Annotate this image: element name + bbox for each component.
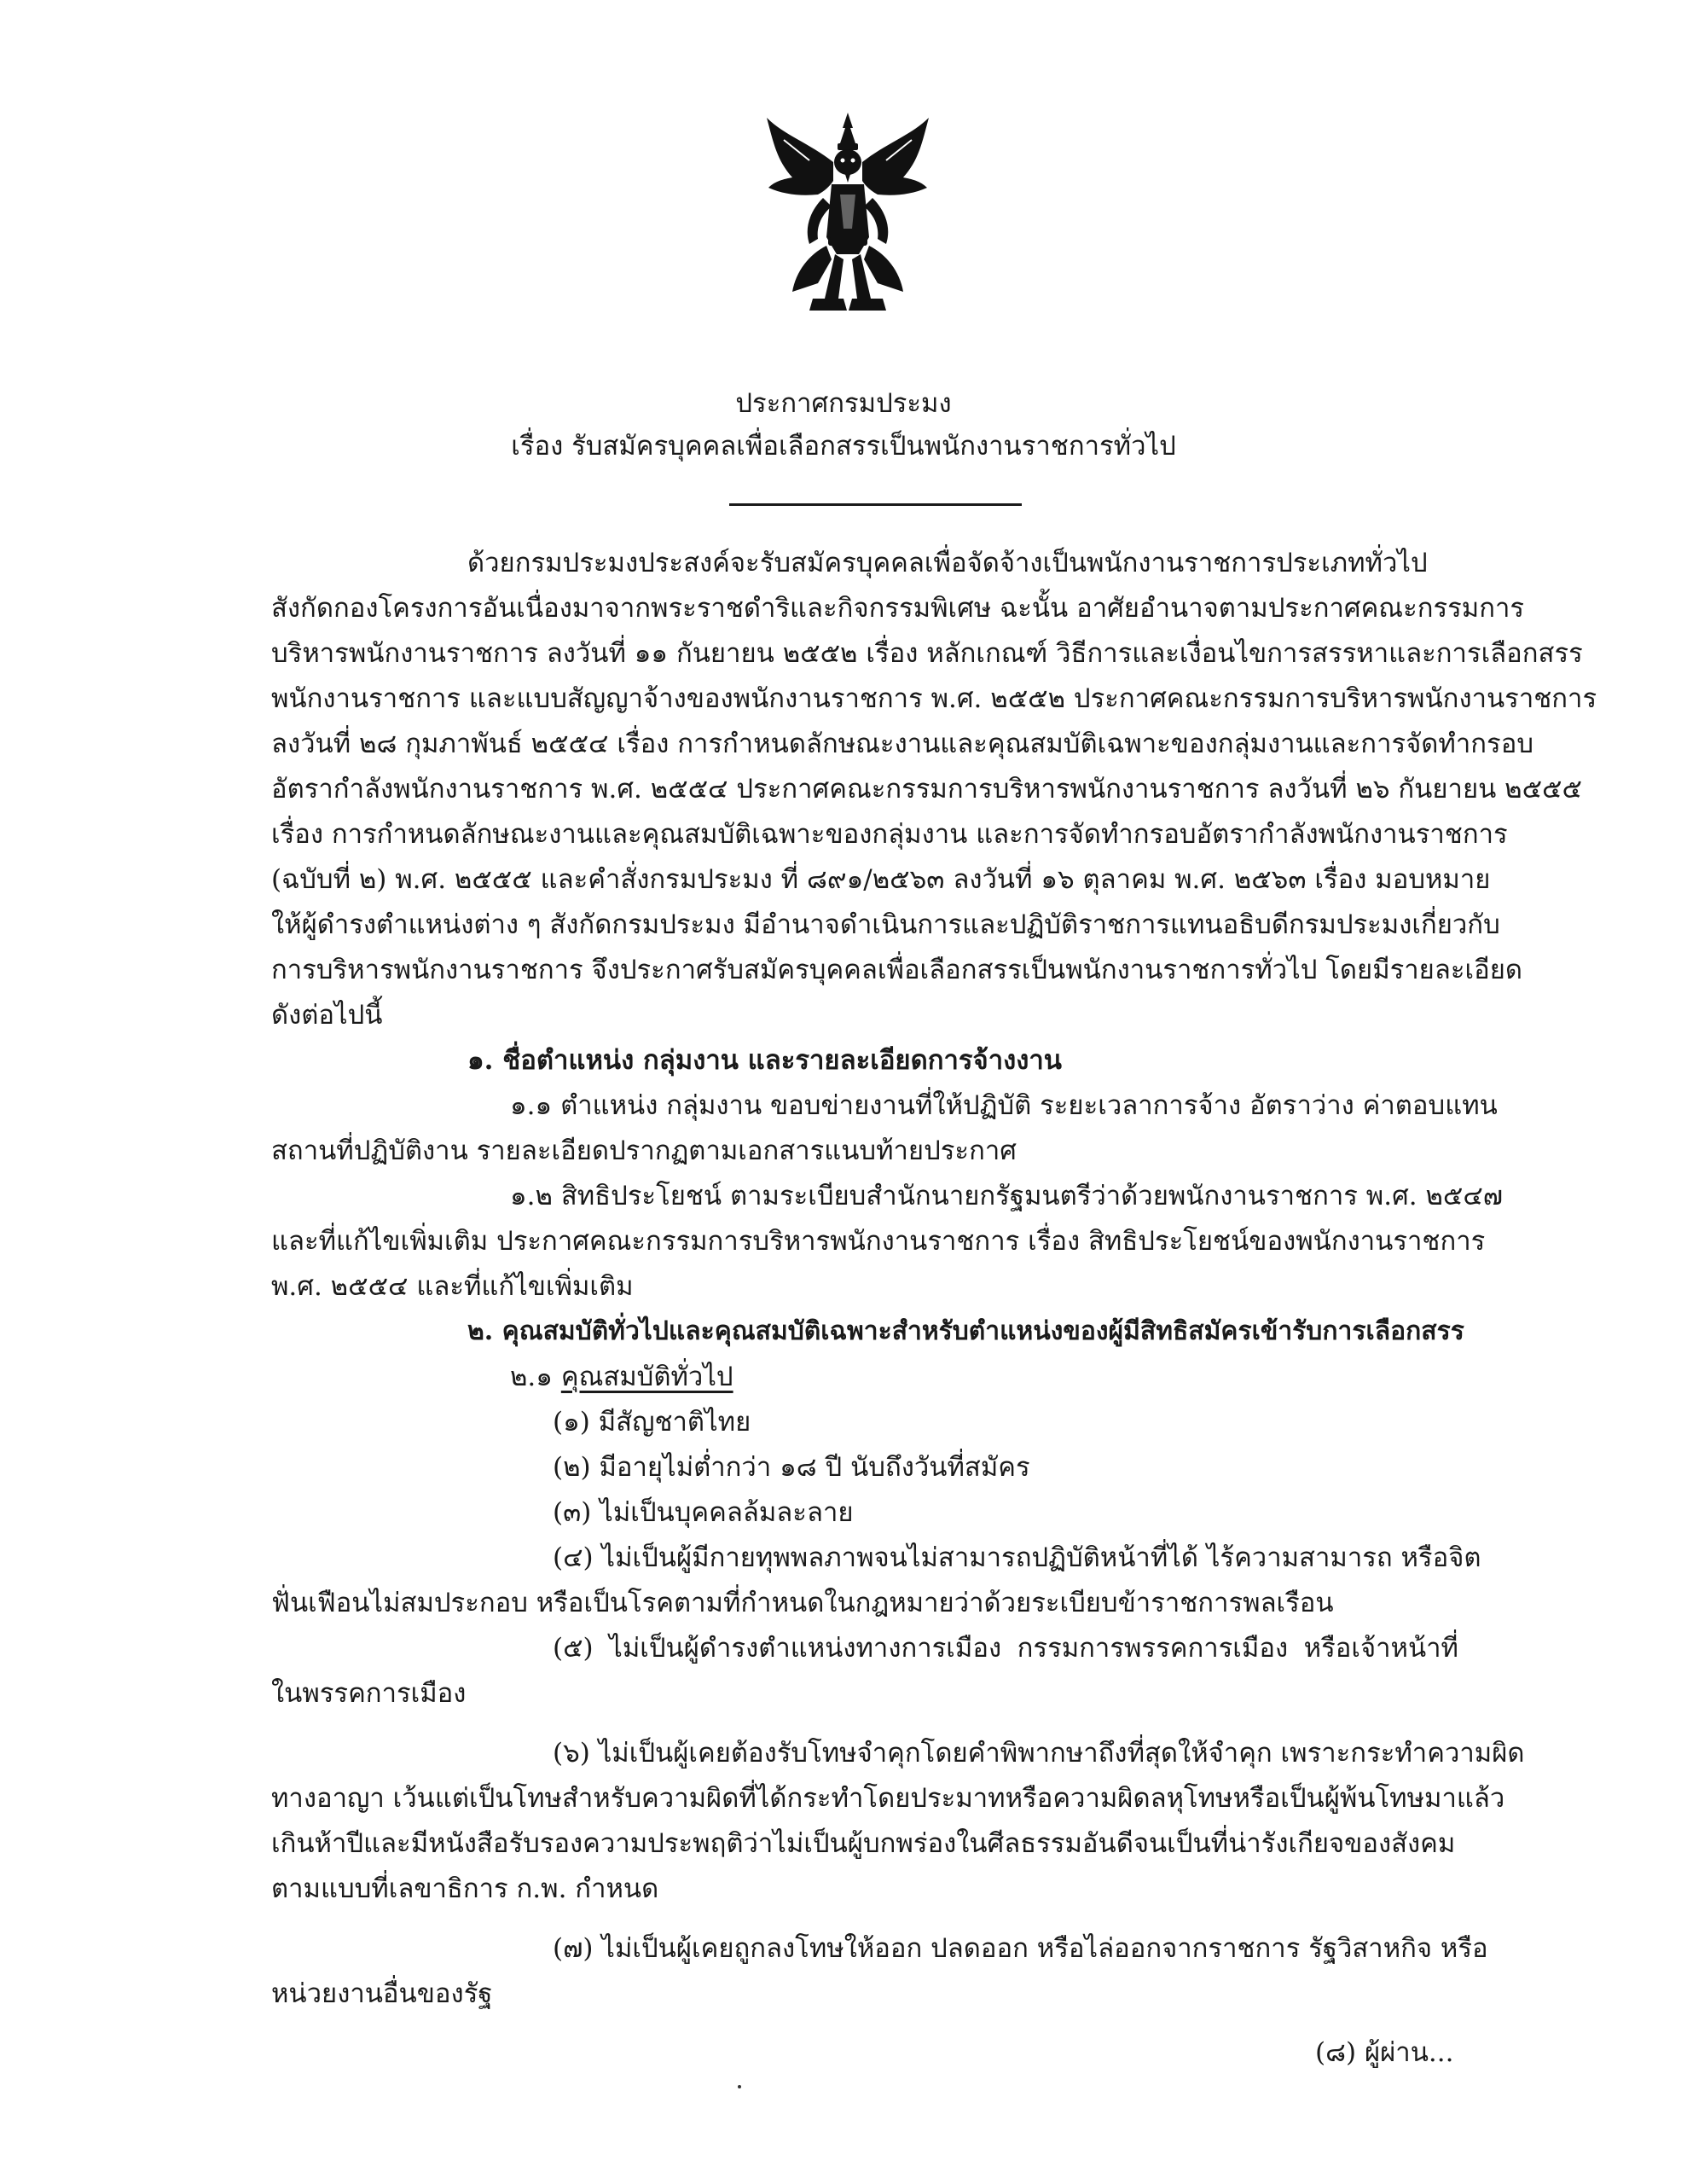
qualification-1: (๑) มีสัญชาติไทย — [553, 1407, 751, 1438]
qualification-4-line: ฟั่นเฟือนไม่สมประกอบ หรือเป็นโรคตามที่กำหนดในกฎหมายว่าด้วยระเบียบข้าราชการพลเรือน — [271, 1588, 1334, 1618]
section-1-2-line: ๑.๒ สิทธิประโยชน์ ตามระเบียบสำนักนายกรัฐมนตรีว่าด้วยพนักงานราชการ พ.ศ. ๒๕๔๗ — [510, 1181, 1504, 1211]
continuation-marker: (๘) ผู้ผ่าน... — [1315, 2037, 1454, 2068]
section-1-2-line: และที่แก้ไขเพิ่มเติม ประกาศคณะกรรมการบริหารพนักงานราชการ เรื่อง สิทธิประโยชน์ของพนักงานราชการ — [271, 1226, 1486, 1257]
qualification-7-line: (๗) ไม่เป็นผู้เคยถูกลงโทษให้ออก ปลดออก หรือไล่ออกจากราชการ รัฐวิสาหกิจ หรือ — [553, 1933, 1488, 1964]
intro-line: ดังต่อไปนี้ — [271, 1000, 383, 1031]
qualification-7-line: หน่วยงานอื่นของรัฐ — [271, 1978, 493, 2009]
section-1-heading: ๑. ชื่อตำแหน่ง กลุ่มงาน และรายละเอียดการจ้างงาน — [467, 1045, 1063, 1076]
section-1-1-line: สถานที่ปฏิบัติงาน รายละเอียดปรากฏตามเอกสารแนบท้ายประกาศ — [271, 1136, 1017, 1166]
qualification-6-line: ตามแบบที่เลขาธิการ ก.พ. กำหนด — [271, 1873, 659, 1904]
intro-line: สังกัดกองโครงการอันเนื่องมาจากพระราชดำริและกิจกรรมพิเศษ ฉะนั้น อาศัยอำนาจตามประกาศคณะกรรมการ — [271, 593, 1525, 624]
intro-line: พนักงานราชการ และแบบสัญญาจ้างของพนักงานราชการ พ.ศ. ๒๕๕๒ ประกาศคณะกรรมการบริหารพนักงานราชการ — [271, 683, 1597, 714]
intro-line: อัตรากำลังพนักงานราชการ พ.ศ. ๒๕๕๔ ประกาศคณะกรรมการบริหารพนักงานราชการ ลงวันที่ ๒๖ กันยายน ๒๕๕๕ — [271, 774, 1582, 804]
qualification-5-line: (๕) ไม่เป็นผู้ดำรงตำแหน่งทางการเมือง กรรมการพรรคการเมือง หรือเจ้าหน้าที่ — [553, 1633, 1458, 1664]
section-1-2-line: พ.ศ. ๒๕๕๔ และที่แก้ไขเพิ่มเติม — [271, 1271, 634, 1302]
intro-line: บริหารพนักงานราชการ ลงวันที่ ๑๑ กันยายน ๒๕๕๒ เรื่อง หลักเกณฑ์ วิธีการและเงื่อนไขการสรรหาและการเลือกสรร — [271, 638, 1583, 669]
scan-speck — [738, 2085, 741, 2088]
section-2-1-number: ๒.๑ — [510, 1362, 561, 1392]
intro-line: ให้ผู้ดำรงตำแหน่งต่าง ๆ สังกัดกรมประมง มีอำนาจดำเนินการและปฏิบัติราชการแทนอธิบดีกรมประมงเกี่ยวกับ — [271, 909, 1500, 940]
qualification-6-line: ทางอาญา เว้นแต่เป็นโทษสำหรับความผิดที่ได้กระทำโดยประมาทหรือความผิดลหุโทษหรือเป็นผู้พ้นโทษมาแล้ว — [271, 1783, 1505, 1814]
intro-line: ด้วยกรมประมงประสงค์จะรับสมัครบุคคลเพื่อจัดจ้างเป็นพนักงานราชการประเภททั่วไป — [467, 548, 1428, 578]
intro-line: การบริหารพนักงานราชการ จึงประกาศรับสมัครบุคคลเพื่อเลือกสรรเป็นพนักงานราชการทั่วไป โดยมีรายละเอียด — [271, 955, 1523, 985]
intro-line: เรื่อง การกำหนดลักษณะงานและคุณสมบัติเฉพาะของกลุ่มงาน และการจัดทำกรอบอัตรากำลังพนักงานราชการ — [271, 819, 1508, 850]
announcement-title: ประกาศกรมประมง — [735, 388, 952, 419]
qualification-3: (๓) ไม่เป็นบุคคลล้มละลาย — [553, 1497, 854, 1528]
qualification-6-line: เกินห้าปีและมีหนังสือรับรองความประพฤติว่าไม่เป็นผู้บกพร่องในศีลธรรมอันดีจนเป็นที่น่ารังเกียจของสังคม — [271, 1828, 1456, 1859]
section-2-1-heading — [510, 1360, 733, 1394]
intro-line: (ฉบับที่ ๒) พ.ศ. ๒๕๕๕ และคำสั่งกรมประมง ที่ ๘๙๑/๒๕๖๓ ลงวันที่ ๑๖ ตุลาคม พ.ศ. ๒๕๖๓ เรื่อง มอบหมาย — [271, 864, 1491, 895]
section-2-heading: ๒. คุณสมบัติทั่วไปและคุณสมบัติเฉพาะสำหรับตำแหน่งของผู้มีสิทธิสมัครเข้ารับการเลือกสรร — [467, 1316, 1464, 1346]
intro-line: ลงวันที่ ๒๘ กุมภาพันธ์ ๒๕๕๔ เรื่อง การกำหนดลักษณะงานและคุณสมบัติเฉพาะของกลุ่มงานและการจัดทำกรอบ — [271, 729, 1533, 759]
qualification-4-line: (๔) ไม่เป็นผู้มีกายทุพพลภาพจนไม่สามารถปฏิบัติหน้าที่ได้ ไร้ความสามารถ หรือจิต — [553, 1542, 1481, 1573]
garuda-emblem-icon — [758, 109, 937, 314]
qualification-6-line: (๖) ไม่เป็นผู้เคยต้องรับโทษจำคุกโดยคำพิพากษาถึงที่สุดให้จำคุก เพราะกระทำความผิด — [553, 1738, 1525, 1769]
qualification-5-line: ในพรรคการเมือง — [271, 1678, 467, 1709]
section-2-1-title: คุณสมบัติทั่วไป — [560, 1362, 733, 1392]
announcement-subject: เรื่อง รับสมัครบุคคลเพื่อเลือกสรรเป็นพนักงานราชการทั่วไป — [511, 431, 1176, 462]
section-1-1-line: ๑.๑ ตำแหน่ง กลุ่มงาน ขอบข่ายงานที่ให้ปฏิบัติ ระยะเวลาการจ้าง อัตราว่าง ค่าตอบแทน — [510, 1090, 1498, 1121]
qualification-2: (๒) มีอายุไม่ต่ำกว่า ๑๘ ปี นับถึงวันที่สมัคร — [553, 1452, 1030, 1483]
header-divider — [729, 503, 1022, 506]
